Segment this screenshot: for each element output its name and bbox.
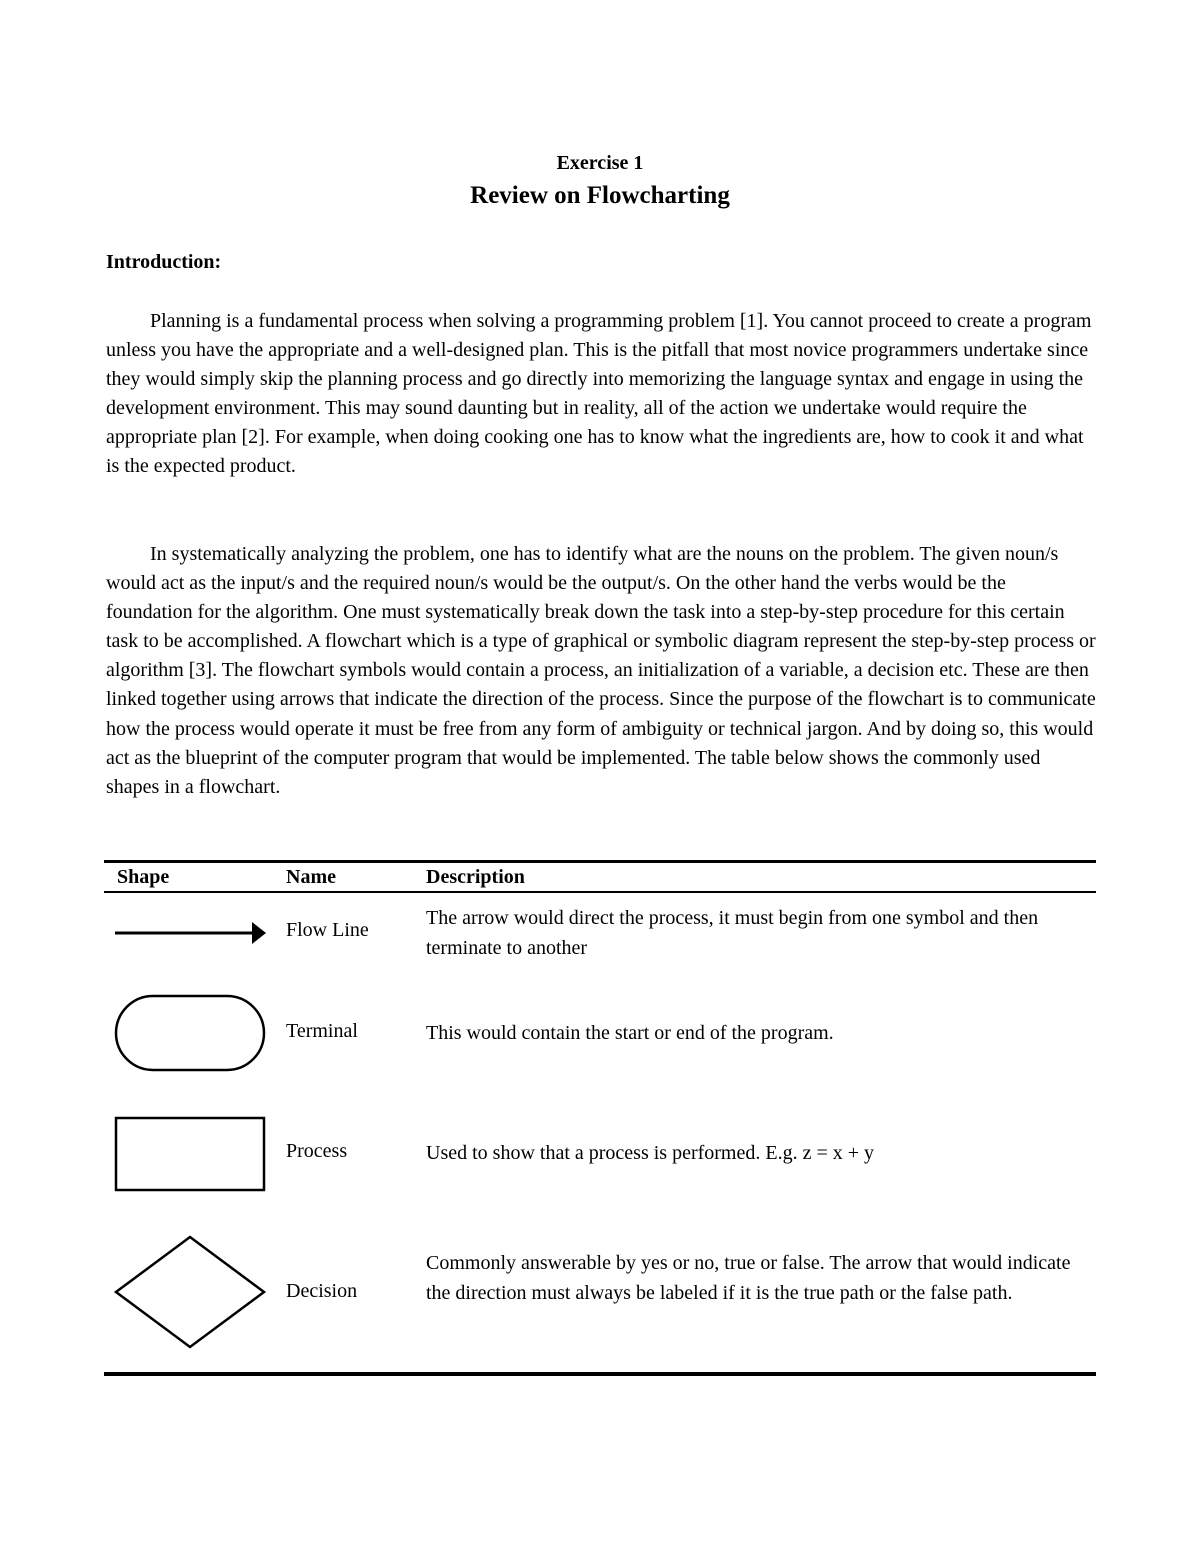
table-cell-name: Decision [286, 1280, 358, 1302]
table-cell-description: Commonly answerable by yes or no, true or false. The arrow that would indicate the direction must always be labeled if it is the true path or the false path. [426, 1252, 1071, 1304]
table-header-name: Name [286, 866, 336, 888]
table-header-rule [104, 891, 1096, 893]
flow-line-arrow-icon [112, 918, 268, 948]
table-cell-name: Terminal [286, 1020, 358, 1042]
exercise-label: Exercise 1 [556, 152, 644, 174]
table-cell-description: Used to show that a process is performed. E.g. z = x + y [426, 1142, 875, 1164]
terminal-rounded-rect-icon [114, 994, 266, 1072]
table-bottom-rule [104, 1372, 1096, 1376]
process-rectangle-icon [114, 1116, 266, 1192]
table-cell-name: Flow Line [286, 919, 369, 941]
table-cell-description: This would contain the start or end of the program. [426, 1022, 834, 1044]
intro-paragraph-2: In systematically analyzing the problem, one has to identify what are the nouns on the problem. The given noun/s would act as the input/s and the required noun/s would be the output/s. On the other hand the verbs would be the foundation for the algorithm. One must systematically break down the task into a step-by-step procedure for this certain task to be accomplished. A flowchart which is a type of graphical or symbolic diagram represent the step-by-step process or algorithm [3]. The flowchart symbols would contain a process, an initialization of a variable, a decision etc. These are then linked together using arrows that indicate the direction of the process. Since the purpose of the flowchart is to communicate how the process would operate it must be free from any form of ambiguity or technical jargon. And by doing so, this would act as the blueprint of the computer program that would be implemented. The table below shows the commonly used shapes in a flowchart. [106, 543, 1096, 798]
introduction-heading: Introduction: [106, 251, 222, 273]
table-cell-description: The arrow would direct the process, it must begin from one symbol and then terminate to another [426, 907, 1039, 959]
intro-paragraph-1: Planning is a fundamental process when solving a programming problem [1]. You cannot proceed to create a program unless you have the appropriate and a well-designed plan. This is the pitfall that most novice programmers undertake since they would simply skip the planning process and go directly into memorizing the language syntax and engage in using the development environment. This may sound daunting but in reality, all of the action we undertake would require the appropriate plan [2]. For example, when doing cooking one has to know what the ingredients are, how to cook it and what is the expected product. [106, 310, 1092, 478]
decision-diamond-icon [113, 1234, 267, 1350]
table-top-rule [104, 860, 1096, 863]
table-header-description: Description [426, 866, 525, 888]
table-cell-name: Process [286, 1140, 348, 1162]
table-header-shape: Shape [117, 866, 170, 888]
page-title: Review on Flowcharting [470, 182, 730, 209]
